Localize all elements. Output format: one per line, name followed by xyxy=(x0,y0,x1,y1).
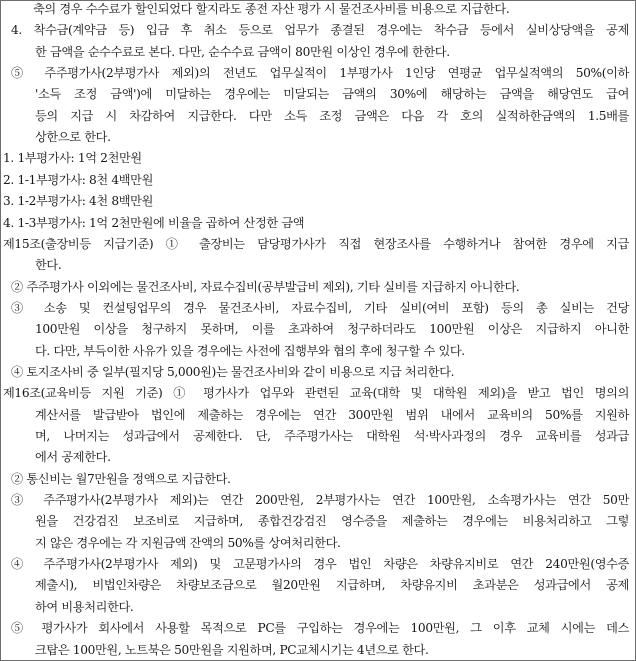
document-text-line: 제15조(출장비등 지급기준) ① 출장비는 담당평가사가 직접 현장조사를 수행하거나 참여한 경우에 지급 xyxy=(3,236,629,251)
document-text-line: 크탑은 100만원, 노트북은 50만원을 지원하며, PC교체시기는 4년으로 한다. xyxy=(35,642,429,657)
document-text-line: ⑤ 평가사가 회사에서 사용할 목적으로 PC를 구입하는 경우에는 100만원, 그 이후 교체 시에는 데스 xyxy=(11,621,629,636)
document-text-line: ③ 주주평가사(2부평가사 제외)는 연간 200만원, 2부평가사는 연간 100만원, 소속평가사는 연간 50만 xyxy=(11,493,629,508)
document-text-line: ② 주주평가사 이외에는 물건조사비, 자료수집비(공부발급비 제외), 기타 실비를 지급하지 아니한다. xyxy=(11,279,520,294)
document-text-line: 3. 1-2부평가사: 4천 8백만원 xyxy=(3,194,154,209)
document-text-line: 지 않은 경우에는 각 지원금액 잔액의 50%를 상여처리한다. xyxy=(35,535,341,550)
document-text-line: 1. 1부평가사: 1억 2천만원 xyxy=(3,151,142,166)
document-text-line: 제출시), 비법인차량은 차량보조금으로 월20만원 지급하며, 차량유지비 초과분은 성과급에서 공제 xyxy=(35,578,629,593)
document-text-line: ② 통신비는 월7만원을 정액으로 지급한다. xyxy=(11,471,231,486)
document-text-line: 4. 착수금(계약금 등) 입금 후 취소 등으로 업무가 종결된 경우에는 착수금 등에서 실비상당액을 공제 xyxy=(11,23,629,38)
document-text-line: 제16조(교육비등 지원 기준) ① 평가사가 업무와 관련된 교육(대학 및 대학원 제외)을 받고 법인 명의의 xyxy=(3,386,629,401)
document-text-line: ⑤ 주주평가사(2부평가사 제외)의 전년도 업무실적이 1부평가사 1인당 연평균 업무실적액의 50%(이하 xyxy=(11,66,629,81)
document-text-line: 에서 공제한다. xyxy=(35,450,111,465)
document-text-line: 상한으로 한다. xyxy=(35,130,111,145)
document-text-line: 계산서를 발급받아 법인에 제출하는 경우에는 연간 300만원 범위 내에서 교육비의 50%를 지원하 xyxy=(35,407,629,422)
document-text-line: ④ 토지조사비 중 일부(필지당 5,000원)는 물건조사비와 같이 비용으로 지급 처리한다. xyxy=(11,364,455,379)
document-text-line: '소득 조정 금액')에 미달하는 경우에는 미달되는 금액의 30%에 해당하는 금액을 해당연도 급여 xyxy=(35,87,629,102)
document-text-line: 축의 경우 수수료가 할인되었다 할지라도 종전 자산 평가 시 물건조사비를 비용으로 지급한다. xyxy=(33,2,510,16)
document-text-line: ④ 주주평가사(2부평가사 제외) 및 고문평가사의 경우 법인 차량은 차량유지비로 연간 240만원(영수증 xyxy=(11,557,629,572)
document-text-line: 4. 1-3부평가사: 1억 2천만원에 비율을 곱하여 산정한 금액 xyxy=(3,215,305,230)
document-text-line: 2. 1-1부평가사: 8천 4백만원 xyxy=(3,172,154,187)
document-text-line: 100만원 이상을 청구하지 못하며, 이를 초과하여 청구하더라도 100만원 이상은 지급하지 아니한 xyxy=(35,322,629,337)
document-text-line: 한다. xyxy=(35,258,62,273)
document-text-line: 원을 건강검진 보조비로 지급하며, 종합건강검진 영수증을 제출하는 경우에는 비용처리하고 그렇 xyxy=(35,514,629,529)
document-text-line: 며, 나머지는 성과급에서 공제한다. 단, 주주평가사는 대학원 석·박사과정의 경우 교육비를 성과급 xyxy=(35,429,629,443)
document-text-line: 다. 다만, 부득이한 사유가 있을 경우에는 사전에 집행부와 협의 후에 청구할 수 있다. xyxy=(35,343,465,358)
document-text-line: 하여 비용처리한다. xyxy=(35,599,134,614)
document-text-line: 한 금액을 순수수료로 본다. 다만, 순수수료 금액이 80만원 이상인 경우에 한한다. xyxy=(35,44,450,59)
document-text-line: ③ 소송 및 컨설팅업무의 경우 물건조사비, 자료수집비, 기타 실비(여비 포함) 등의 총 실비는 건당 xyxy=(11,300,629,315)
document-text-line: 등의 지급 시 차감하여 지급한다. 다만 소득 조정 금액은 다음 각 호의 실적하한금액의 1.5배를 xyxy=(35,108,629,123)
